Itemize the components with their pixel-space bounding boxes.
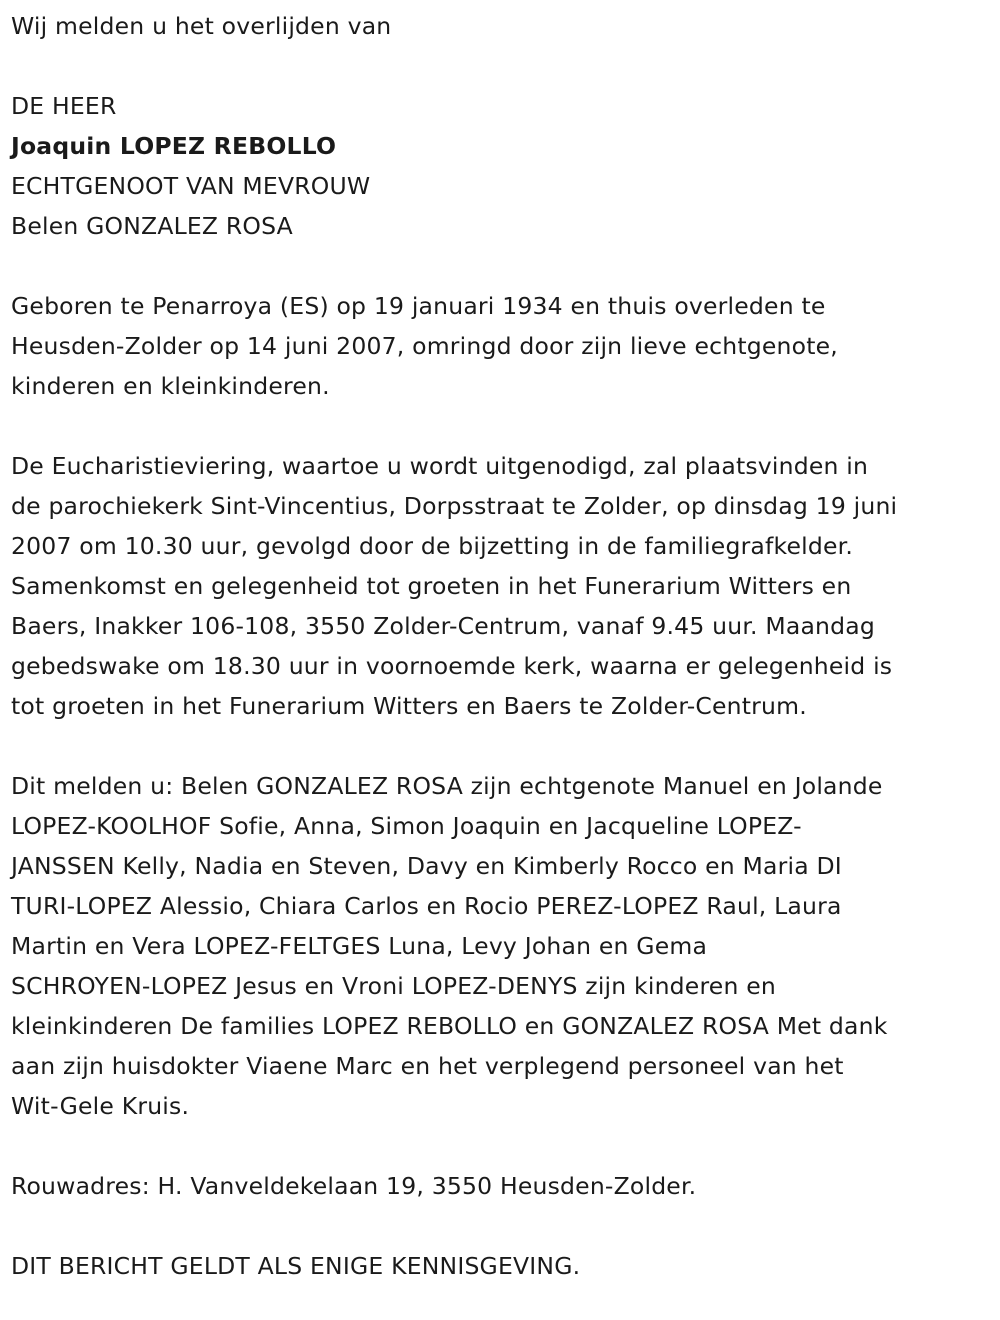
paragraph-line: de parochiekerk Sint-Vincentius, Dorpsstraat te Zolder, op dinsdag 19 juni — [11, 492, 898, 520]
paragraph-line: kinderen en kleinkinderen. — [11, 372, 330, 400]
paragraph-line: tot groeten in het Funerarium Witters en Baers te Zolder-Centrum. — [11, 692, 807, 720]
paragraph-line: Martin en Vera LOPEZ-FELTGES Luna, Levy Johan en Gema — [11, 932, 708, 960]
deceased-name: Joaquin LOPEZ REBOLLO — [11, 132, 337, 160]
spacer — [11, 1206, 991, 1246]
spacer — [11, 406, 991, 446]
spouse-label: ECHTGENOOT VAN MEVROUW — [11, 172, 371, 200]
paragraph-line: Geboren te Penarroya (ES) op 19 januari 1934 en thuis overleden te — [11, 292, 826, 320]
mourning-address: Rouwadres: H. Vanveldekelaan 19, 3550 Heusden-Zolder. — [11, 1172, 697, 1200]
spacer — [11, 246, 991, 286]
sole-notice: DIT BERICHT GELDT ALS ENIGE KENNISGEVING. — [11, 1252, 581, 1280]
paragraph-line: aan zijn huisdokter Viaene Marc en het verplegend personeel van het — [11, 1052, 844, 1080]
paragraph-line: Dit melden u: Belen GONZALEZ ROSA zijn echtgenote Manuel en Jolande — [11, 772, 883, 800]
paragraph-line: 2007 om 10.30 uur, gevolgd door de bijzetting in de familiegrafkelder. — [11, 532, 854, 560]
paragraph-line: Wit-Gele Kruis. — [11, 1092, 190, 1120]
paragraph-line: gebedswake om 18.30 uur in voornoemde kerk, waarna er gelegenheid is — [11, 652, 893, 680]
spacer — [11, 726, 991, 766]
paragraph-line: LOPEZ-KOOLHOF Sofie, Anna, Simon Joaquin en Jacqueline LOPEZ- — [11, 812, 802, 840]
ceremony-paragraph — [11, 446, 991, 726]
paragraph-line: kleinkinderen De families LOPEZ REBOLLO en GONZALEZ ROSA Met dank — [11, 1012, 888, 1040]
paragraph-line: JANSSEN Kelly, Nadia en Steven, Davy en Kimberly Rocco en Maria DI — [11, 852, 842, 880]
paragraph-line: Heusden-Zolder op 14 juni 2007, omringd door zijn lieve echtgenote, — [11, 332, 838, 360]
paragraph-line: Baers, Inakker 106-108, 3550 Zolder-Centrum, vanaf 9.45 uur. Maandag — [11, 612, 875, 640]
paragraph-line: SCHROYEN-LOPEZ Jesus en Vroni LOPEZ-DENYS zijn kinderen en — [11, 972, 776, 1000]
obituary-document — [11, 6, 991, 1286]
spacer — [11, 1126, 991, 1166]
paragraph-line: De Eucharistieviering, waartoe u wordt uitgenodigd, zal plaatsvinden in — [11, 452, 869, 480]
spacer — [11, 46, 991, 86]
family-paragraph — [11, 766, 991, 1126]
paragraph-line: TURI-LOPEZ Alessio, Chiara Carlos en Rocio PEREZ-LOPEZ Raul, Laura — [11, 892, 842, 920]
spouse-name: Belen GONZALEZ ROSA — [11, 212, 293, 240]
intro-text: Wij melden u het overlijden van — [11, 12, 392, 40]
birth-death-paragraph — [11, 286, 991, 406]
honorific-title: DE HEER — [11, 92, 117, 120]
paragraph-line: Samenkomst en gelegenheid tot groeten in het Funerarium Witters en — [11, 572, 852, 600]
